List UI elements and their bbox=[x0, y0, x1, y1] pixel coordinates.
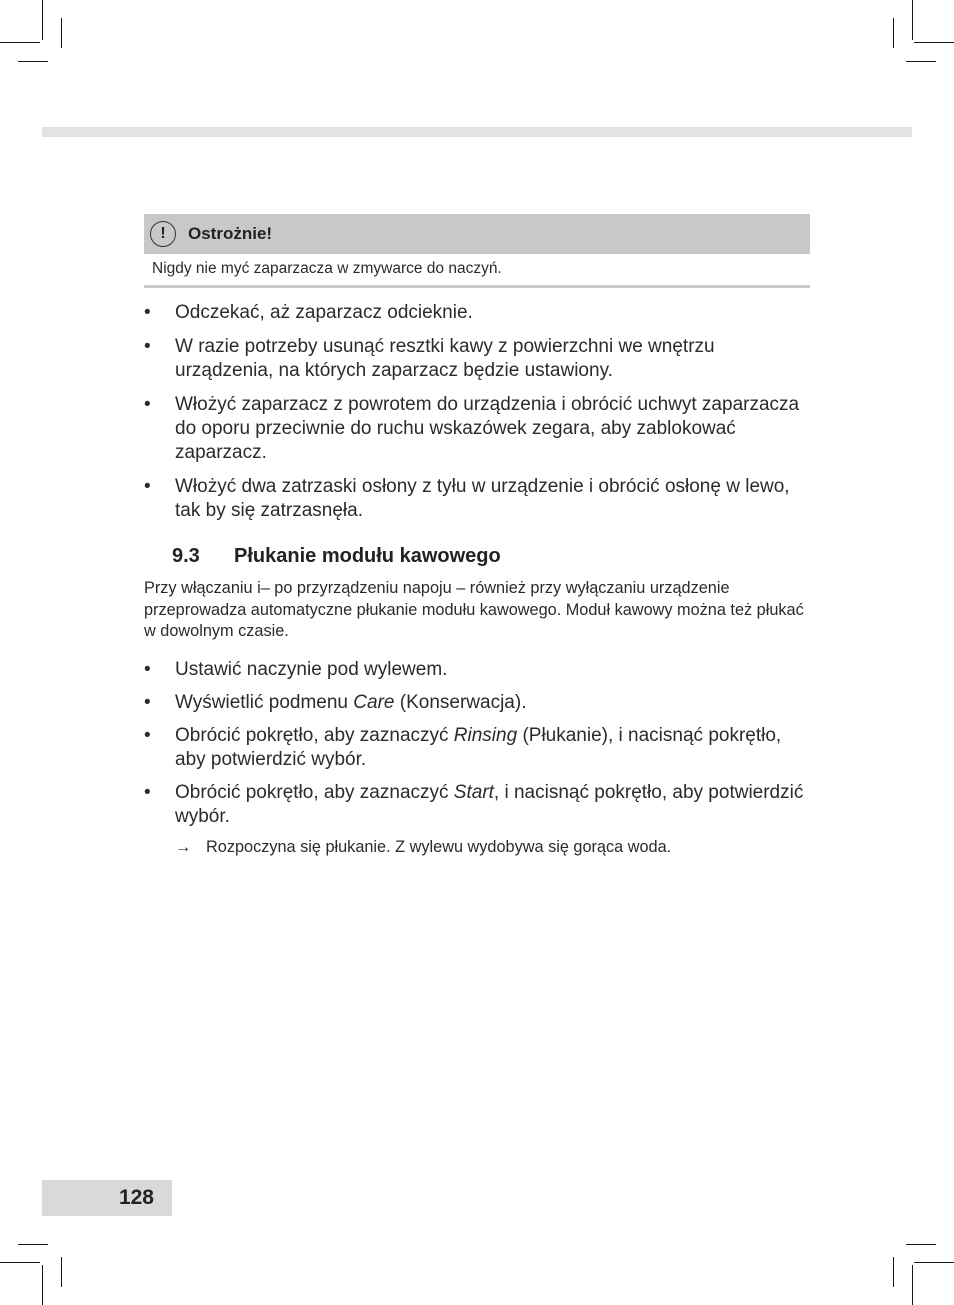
result-text: Rozpoczyna się płukanie. Z wylewu wydobywa się gorąca woda. bbox=[206, 838, 672, 856]
exclamation-circle-icon: ! bbox=[150, 221, 176, 247]
step-text-continued: (Konserwacja). bbox=[394, 692, 527, 713]
step-text-continued: , i nacisnąć pokrętło, aby potwierdzić wybór. bbox=[175, 782, 804, 827]
list-item bbox=[144, 301, 816, 325]
menu-term: Start bbox=[453, 782, 494, 803]
bullet-icon: • bbox=[144, 725, 151, 746]
menu-term: Rinsing bbox=[453, 725, 518, 746]
bullet-icon: • bbox=[144, 302, 151, 323]
section-title: Płukanie modułu kawowego bbox=[234, 545, 501, 567]
step-text: Odczekać, aż zaparzacz odcieknie. bbox=[175, 302, 473, 323]
bullet-icon: • bbox=[144, 476, 151, 497]
arrow-right-icon: → bbox=[175, 838, 192, 856]
step-text: W razie potrzeby usunąć resztki kawy z powierzchni we wnętrzu urządzenia, na których zaparzacz będzie ustawiony. bbox=[175, 336, 715, 381]
caution-box bbox=[144, 214, 810, 288]
caution-title: Ostrożnie! bbox=[188, 224, 273, 243]
step-text: Włożyć zaparzacz z powrotem do urządzenia i obrócić uchwyt zaparzacza do oporu przeciwnie do ruchu wskazówek zegara, aby zablokować zaparzacz. bbox=[175, 394, 800, 463]
caution-header bbox=[144, 214, 810, 254]
list-item bbox=[144, 393, 816, 465]
caution-text: Nigdy nie myć zaparzacza w zmywarce do naczyń. bbox=[144, 254, 810, 288]
bullet-icon: • bbox=[144, 394, 151, 415]
step-text: Wyświetlić podmenu bbox=[175, 692, 354, 713]
step-text: Włożyć dwa zatrzaski osłony z tyłu w urządzenie i obrócić osłonę w lewo, tak by się zatrzasnęła. bbox=[175, 476, 790, 521]
header-band bbox=[42, 127, 912, 137]
section-number: 9.3 bbox=[172, 545, 200, 567]
page-number: 128 bbox=[118, 1186, 154, 1209]
step-text: Obrócić pokrętło, aby zaznaczyć bbox=[175, 782, 454, 803]
step-text-continued: (Płukanie), i nacisnąć pokrętło, aby potwierdzić wybór. bbox=[175, 725, 782, 770]
steps-list-bottom bbox=[144, 658, 816, 829]
list-item bbox=[144, 335, 816, 383]
steps-list-top bbox=[144, 301, 816, 523]
list-item bbox=[144, 724, 816, 772]
list-item bbox=[144, 691, 816, 715]
list-item bbox=[144, 658, 816, 682]
bullet-icon: • bbox=[144, 692, 151, 713]
page-number-box bbox=[42, 1180, 172, 1216]
section-intro: Przy włączaniu i– po przyrządzeniu napoju – również przy wyłączaniu urządzenie przeprowadza automatyczne płukanie modułu kawowego. Moduł kawowy można też płukać w dowolnym czasie. bbox=[144, 579, 804, 640]
bullet-icon: • bbox=[144, 336, 151, 357]
step-text: Ustawić naczynie pod wylewem. bbox=[175, 659, 448, 680]
menu-term: Care bbox=[353, 692, 395, 713]
section-heading bbox=[172, 545, 501, 568]
list-item bbox=[144, 781, 816, 829]
step-text: Obrócić pokrętło, aby zaznaczyć bbox=[175, 725, 454, 746]
result-line bbox=[175, 838, 671, 857]
list-item bbox=[144, 475, 816, 523]
bullet-icon: • bbox=[144, 782, 151, 803]
bullet-icon: • bbox=[144, 659, 151, 680]
